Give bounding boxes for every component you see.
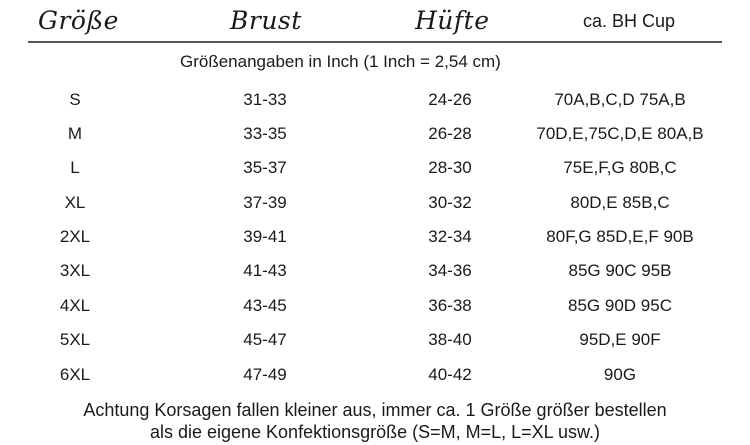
hip-cell: 30-32	[428, 193, 472, 212]
hip-cell: 28-30	[428, 158, 472, 177]
cup-cell: 75E,F,G 80B,C	[563, 158, 677, 177]
hip-cell: 26-28	[428, 124, 472, 143]
header-bust: Brust	[230, 6, 302, 35]
header-divider	[28, 41, 722, 43]
hip-cell: 36-38	[428, 296, 472, 315]
table-row	[0, 256, 750, 286]
bust-cell: 39-41	[243, 227, 287, 246]
header-hip: Hüfte	[415, 6, 490, 35]
size-cell: 6XL	[59, 365, 91, 384]
hip-cell: 38-40	[428, 330, 472, 349]
bust-cell: 47-49	[243, 365, 287, 384]
bust-cell: 43-45	[243, 296, 287, 315]
fit-note	[0, 399, 750, 443]
table-row	[0, 119, 750, 149]
hip-cell: 24-26	[428, 90, 472, 109]
fit-note-line-2: als die eigene Konfektionsgröße (S=M, M=L, L=XL usw.)	[149, 422, 601, 442]
size-cell: M	[67, 124, 83, 143]
cup-cell: 95D,E 90F	[579, 330, 661, 349]
cup-cell: 90G	[603, 365, 637, 384]
size-cell: 2XL	[59, 227, 91, 246]
size-cell: 3XL	[59, 261, 91, 280]
bust-cell: 31-33	[243, 90, 287, 109]
bust-cell: 35-37	[243, 158, 287, 177]
fit-note-line-1: Achtung Korsagen fallen kleiner aus, immer ca. 1 Größe größer bestellen	[83, 400, 667, 420]
size-cell: S	[69, 90, 81, 109]
header-cup: ca. BH Cup	[583, 11, 676, 31]
cup-cell: 70D,E,75C,D,E 80A,B	[536, 124, 704, 143]
table-row	[0, 360, 750, 390]
header-size: Größe	[38, 6, 119, 35]
size-cell: XL	[64, 193, 86, 212]
table-row	[0, 325, 750, 355]
units-subtitle: Größenangaben in Inch (1 Inch = 2,54 cm)	[180, 52, 501, 71]
bust-cell: 33-35	[243, 124, 287, 143]
table-row	[0, 291, 750, 321]
cup-cell: 80F,G 85D,E,F 90B	[546, 227, 694, 246]
cup-cell: 80D,E 85B,C	[570, 193, 670, 212]
hip-cell: 34-36	[428, 261, 472, 280]
cup-cell: 85G 90D 95C	[568, 296, 672, 315]
hip-cell: 32-34	[428, 227, 472, 246]
table-row	[0, 222, 750, 252]
size-cell: L	[70, 158, 80, 177]
table-row	[0, 85, 750, 115]
size-cell: 5XL	[59, 330, 91, 349]
bust-cell: 41-43	[243, 261, 287, 280]
bust-cell: 37-39	[243, 193, 287, 212]
table-row	[0, 188, 750, 218]
hip-cell: 40-42	[428, 365, 472, 384]
cup-cell: 85G 90C 95B	[568, 261, 672, 280]
size-cell: 4XL	[59, 296, 91, 315]
table-row	[0, 153, 750, 183]
bust-cell: 45-47	[243, 330, 287, 349]
cup-cell: 70A,B,C,D 75A,B	[554, 90, 686, 109]
